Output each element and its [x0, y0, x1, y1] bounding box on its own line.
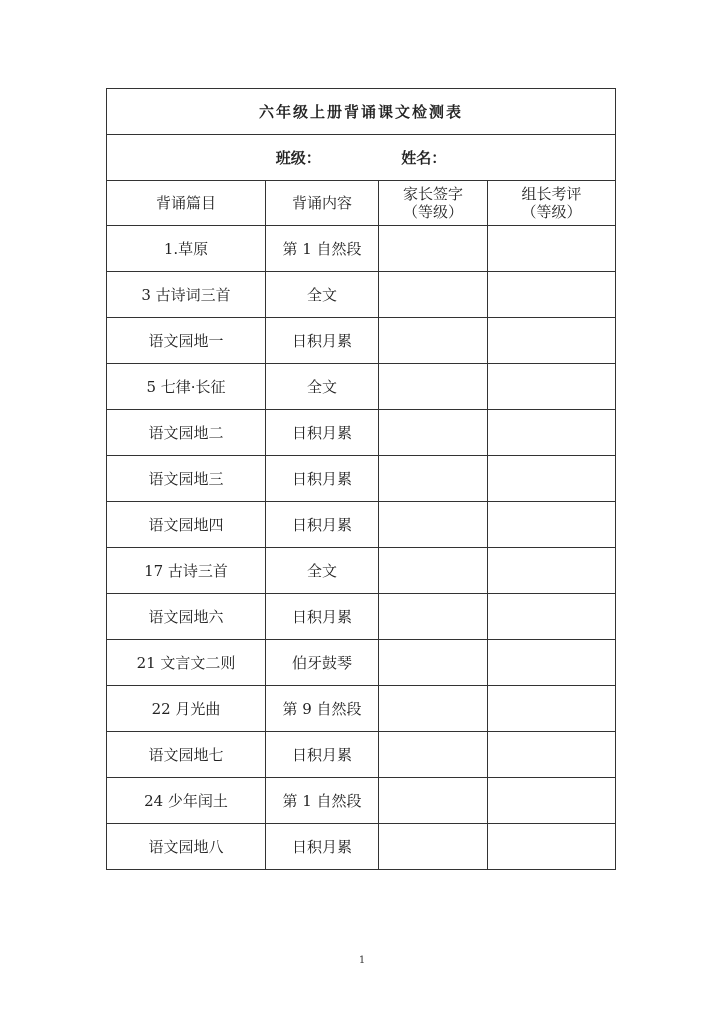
- cell-parent-sign[interactable]: [379, 824, 488, 870]
- header-parent-sign-line1: 家长签字: [402, 185, 463, 203]
- cell-parent-sign[interactable]: [379, 456, 488, 502]
- cell-content: 全文: [266, 272, 379, 318]
- header-row: [107, 181, 616, 226]
- cell-leader-eval[interactable]: [488, 318, 616, 364]
- cell-parent-sign[interactable]: [379, 640, 488, 686]
- cell-parent-sign[interactable]: [379, 226, 488, 272]
- cell-leader-eval[interactable]: [488, 410, 616, 456]
- cell-content: 日积月累: [266, 732, 379, 778]
- cell-content: 第 9 自然段: [266, 686, 379, 732]
- header-title: 背诵篇目: [107, 181, 266, 226]
- header-parent-sign-line2: （等级）: [402, 203, 463, 221]
- table-row: [107, 686, 616, 732]
- table-row: [107, 456, 616, 502]
- cell-leader-eval[interactable]: [488, 778, 616, 824]
- table-row: [107, 318, 616, 364]
- cell-content: 日积月累: [266, 456, 379, 502]
- cell-leader-eval[interactable]: [488, 226, 616, 272]
- class-label: 班级：: [275, 148, 321, 167]
- cell-parent-sign[interactable]: [379, 410, 488, 456]
- table-row: [107, 364, 616, 410]
- cell-title: 21 文言文二则: [107, 640, 266, 686]
- cell-parent-sign[interactable]: [379, 686, 488, 732]
- cell-leader-eval[interactable]: [488, 732, 616, 778]
- cell-parent-sign[interactable]: [379, 778, 488, 824]
- cell-title: 语文园地四: [107, 502, 266, 548]
- cell-content: 第 1 自然段: [266, 778, 379, 824]
- cell-content: 全文: [266, 548, 379, 594]
- table-row: [107, 594, 616, 640]
- cell-title: 语文园地三: [107, 456, 266, 502]
- page-number: 1: [358, 955, 366, 966]
- cell-title: 24 少年闰土: [107, 778, 266, 824]
- cell-parent-sign[interactable]: [379, 548, 488, 594]
- cell-leader-eval[interactable]: [488, 548, 616, 594]
- cell-leader-eval[interactable]: [488, 594, 616, 640]
- table-body: [107, 226, 616, 870]
- table-row: [107, 410, 616, 456]
- cell-content: 日积月累: [266, 824, 379, 870]
- table-row: [107, 272, 616, 318]
- cell-parent-sign[interactable]: [379, 318, 488, 364]
- cell-content: 日积月累: [266, 594, 379, 640]
- cell-title: 1.草原: [107, 226, 266, 272]
- cell-title: 语文园地一: [107, 318, 266, 364]
- cell-content: 日积月累: [266, 502, 379, 548]
- cell-content: 日积月累: [266, 410, 379, 456]
- table-row: [107, 824, 616, 870]
- cell-leader-eval[interactable]: [488, 364, 616, 410]
- cell-content: 第 1 自然段: [266, 226, 379, 272]
- cell-parent-sign[interactable]: [379, 594, 488, 640]
- cell-leader-eval[interactable]: [488, 824, 616, 870]
- cell-title: 语文园地六: [107, 594, 266, 640]
- cell-title: 语文园地八: [107, 824, 266, 870]
- header-leader-eval-line1: 组长考评: [521, 185, 582, 203]
- cell-title: 3 古诗词三首: [107, 272, 266, 318]
- cell-leader-eval[interactable]: [488, 640, 616, 686]
- table-row: [107, 502, 616, 548]
- cell-parent-sign[interactable]: [379, 502, 488, 548]
- cell-leader-eval[interactable]: [488, 686, 616, 732]
- cell-leader-eval[interactable]: [488, 272, 616, 318]
- cell-title: 5 七律·长征: [107, 364, 266, 410]
- cell-content: 全文: [266, 364, 379, 410]
- header-content: 背诵内容: [266, 181, 379, 226]
- table-row: [107, 732, 616, 778]
- name-label: 姓名：: [401, 148, 447, 167]
- cell-title: 17 古诗三首: [107, 548, 266, 594]
- cell-parent-sign[interactable]: [379, 364, 488, 410]
- table-title: 六年级上册背诵课文检测表: [107, 89, 616, 135]
- table-row: [107, 778, 616, 824]
- cell-title: 22 月光曲: [107, 686, 266, 732]
- header-leader-eval: [488, 181, 616, 226]
- cell-content: 伯牙鼓琴: [266, 640, 379, 686]
- cell-content: 日积月累: [266, 318, 379, 364]
- table-row: [107, 640, 616, 686]
- cell-title: 语文园地二: [107, 410, 266, 456]
- table-row: [107, 226, 616, 272]
- table-row: [107, 548, 616, 594]
- header-parent-sign: [379, 181, 488, 226]
- header-leader-eval-line2: （等级）: [521, 203, 582, 221]
- cell-parent-sign[interactable]: [379, 732, 488, 778]
- cell-parent-sign[interactable]: [379, 272, 488, 318]
- cell-title: 语文园地七: [107, 732, 266, 778]
- cell-leader-eval[interactable]: [488, 502, 616, 548]
- student-info-row: [107, 135, 616, 181]
- cell-leader-eval[interactable]: [488, 456, 616, 502]
- recitation-check-table: [106, 88, 616, 870]
